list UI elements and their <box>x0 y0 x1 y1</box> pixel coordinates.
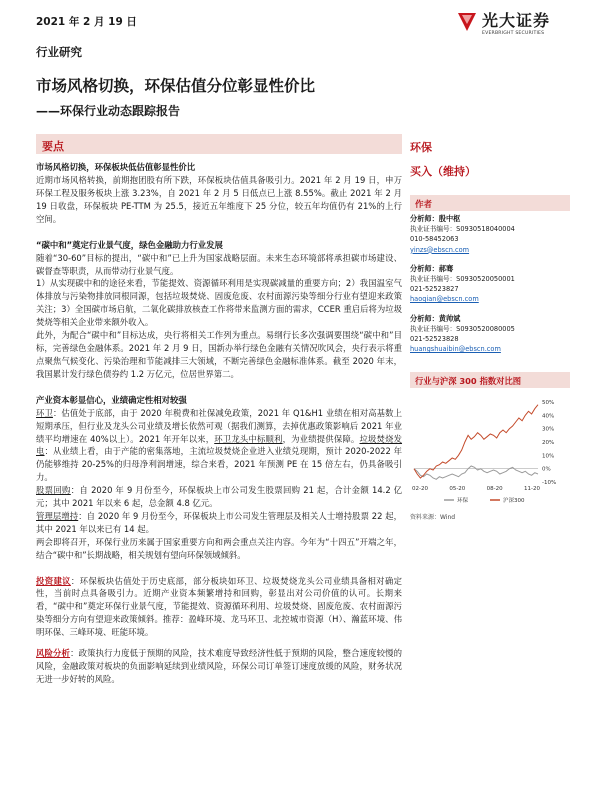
series-line <box>414 466 538 479</box>
section-heading: 产业资本彰显信心，业绩确定性相对较强 <box>36 394 187 405</box>
company-logo <box>456 8 550 36</box>
paragraph <box>36 510 402 536</box>
logo-text-en: EVERBRIGHT SECURITIES <box>482 31 545 36</box>
y-tick-label: 40% <box>542 413 555 420</box>
analyst-phone: 010-58452063 <box>410 235 459 244</box>
chart-source: 资料来源：Wind <box>410 514 456 522</box>
risk-analysis <box>36 647 402 686</box>
logo-text-cn: 光大证券 <box>482 11 551 30</box>
inline-label: 环卫龙头中标顺利 <box>214 433 283 444</box>
inline-text: ：自 2020 年 9 月份至今，环保板块上市公司发生股票回购 21 起，合计金额 14.2 亿元；其中 2021 年以来 6 起，总金额 4.8 亿元。 <box>36 485 403 509</box>
y-tick-label: 10% <box>542 453 555 460</box>
inline-label: 投资建议 <box>36 575 71 586</box>
logo-icon <box>456 11 478 33</box>
index-comparison-chart <box>410 396 570 510</box>
rating: 买入（维持） <box>410 165 476 178</box>
key-points-header: 要点 <box>36 134 402 154</box>
sector-name: 环保 <box>410 141 432 154</box>
chart-title: 行业与沪深 300 指数对比图 <box>410 372 570 388</box>
paragraph <box>36 407 402 484</box>
legend-label: 环保 <box>457 498 469 505</box>
report-category: 行业研究 <box>36 45 82 59</box>
y-tick-label: -10% <box>542 480 557 487</box>
analyst-email[interactable]: haoqian@ebscn.com <box>410 295 479 304</box>
paragraph: 随着“30-60”目标的提出，“碳中和”已上升为国家战略层面。未来生态环境部将承担碳市场建设、碳督查等职责，从而带动行业景气度。 <box>36 252 402 276</box>
key-points-section <box>36 134 402 686</box>
y-tick-label: 20% <box>542 440 555 447</box>
inline-label: 股票回购 <box>36 485 71 496</box>
inline-label: 风险分析 <box>36 648 71 659</box>
analyst-card <box>410 214 570 255</box>
paragraph: 近期市场风格转换，前期抱团股有所下跌，环保板块估值具备吸引力。2021 年 2 月 19 日，申万环保工程及服务板块上涨 3.23%，自 2021 年 2 月 5 日低点已上涨 8.55%。截止 2021 年 2 月 19 日收盘，环保板块 PE-TTM 为 25.5，接近五年维度下 25 分位，较五年均值仍有 21%的上行空间。 <box>36 175 402 224</box>
authors-header: 作者 <box>410 195 570 211</box>
analyst-name: 分析师：黄帅斌 <box>410 313 461 323</box>
inline-text: ：政策执行力度低于预期的风险，技术难度导致经济性低于预期的风险，整合速度较慢的风险，金融政策对板块的负面影响延续到业绩风险，环保公司订单签订速度放缓的风险，财务状况无进一步好转的风险。 <box>36 648 402 684</box>
y-tick-label: 50% <box>542 400 555 407</box>
x-tick-label: 08-20 <box>486 486 503 493</box>
analyst-name: 分析师：殷中枢 <box>410 214 461 223</box>
analyst-cert: 执业证书编号：S0930520080005 <box>410 324 515 333</box>
analyst-phone: 021-52523828 <box>410 335 459 344</box>
paragraph: 两会即将召开，环保行业历来属于国家重要方向和两会重点关注内容。今年为“十四五”开端之年，结合“碳中和”长期战略，相关规划有望向环保领域倾斜。 <box>36 536 402 560</box>
analyst-name: 分析师：郝骞 <box>410 263 454 273</box>
section-heading: 市场风格切换，环保板块低估值彰显性价比 <box>36 162 196 172</box>
analyst-card <box>410 264 570 305</box>
inline-text: ，为业绩提供保障。 <box>282 433 360 444</box>
paragraph <box>36 484 402 510</box>
y-tick-label: 30% <box>542 427 555 434</box>
analyst-cert: 执业证书编号：S0930518040004 <box>410 225 515 234</box>
inline-text: ：从业绩上看，由于产能的密集落地，主流垃圾焚烧企业进入业绩兑现期，预计 2020-2022 年仍能够维持 20-25%的归母净利润增速，综合来看，2021 年预测 PE 在 15 倍左右，仍具备吸引力。 <box>36 446 402 483</box>
section-heading: “碳中和”奠定行业景气度，绿色金融助力行业发展 <box>36 239 223 250</box>
inline-text: ：自 2020 年 9 月份至今，环保板块上市公司发生管理层及相关人士增持股票 22 起，其中 2021 年以来已有 14 起。 <box>36 510 402 534</box>
y-tick-label: 0% <box>542 467 551 474</box>
investment-advice <box>36 575 402 640</box>
legend-label: 沪深300 <box>503 498 525 505</box>
analyst-phone: 021-52523827 <box>410 285 459 294</box>
analyst-email[interactable]: huangshuaibin@ebscn.com <box>410 345 501 354</box>
paragraph: 此外，为配合“碳中和”目标达成，央行将相关工作列为重点。易纲行长多次强调要围绕“碳中和”目标，完善绿色金融体系。2021 年 2 月 9 日，国新办举行绿色金融有关情况吹风会，央行表示将重点聚焦气候变化、污染治理和节能减排三大领域，不断完善绿色金融标准体系。截至 2020 年末，我国累计发行绿色债券约 1.2 万亿元，位居世界第二。 <box>36 330 402 379</box>
x-tick-label: 05-20 <box>449 486 466 493</box>
inline-text: ：估值处于底部，由于 2020 年税费和社保减免政策，2021 年 Q1&H1 业绩在相对高基数上短期承压，但行业及龙头公司业绩及增长依然可观（据我们测算，去掉优惠政策影响后 2021 年业绩平均增速在 40%以上）。2021 年开年以来， <box>36 407 403 444</box>
series-line <box>414 405 538 478</box>
sidebar <box>410 134 570 521</box>
inline-label: 管理层增持 <box>36 510 79 521</box>
paragraph: 1）从实现碳中和的途径来看，节能提效、资源循环利用是实现碳减量的重要方向；2）我国温室气体排放与污染物排放同根同源，包括垃圾焚烧、固废危废、农村面源污染等细分行业有望迎来政策关注；3）全国碳市场启航，二氧化碳排放核查工作将带来监测方面的需求，CCER 重启后将为垃圾焚烧等相关企业带来额外收入。 <box>36 278 402 328</box>
report-date: 2021 年 2 月 19 日 <box>36 16 137 28</box>
analyst-email[interactable]: yinzs@ebscn.com <box>410 245 470 254</box>
x-tick-label: 11-20 <box>524 486 540 493</box>
inline-label: 环卫 <box>36 407 53 418</box>
analyst-cert: 执业证书编号：S0930520050001 <box>410 275 515 284</box>
analyst-card <box>410 314 570 355</box>
chart-svg <box>410 396 570 506</box>
page-title: 市场风格切换，环保估值分位彰显性价比 <box>36 77 316 95</box>
x-tick-label: 02-20 <box>412 486 428 493</box>
inline-text: ：环保板块估值处于历史底部，部分板块如环卫、垃圾焚烧龙头公司业绩具备相对确定性，当前时点具备吸引力。近期产业资本频繁增持和回购，彰显出对公司价值的认可。长期来看，“碳中和”奠定环保行业景气度，节能提效、资源循环利用、垃圾焚烧、固废危废、农村面源污染等细分方向有望迎来政策倾斜。推荐：盈峰环境、龙马环卫、北控城市资源（H）、瀚蓝环境、伟明环保、三峰环境、旺能环境。 <box>36 575 402 638</box>
page-subtitle: ——环保行业动态跟踪报告 <box>36 104 181 118</box>
inline-label: 垃圾焚烧发电 <box>36 433 403 457</box>
